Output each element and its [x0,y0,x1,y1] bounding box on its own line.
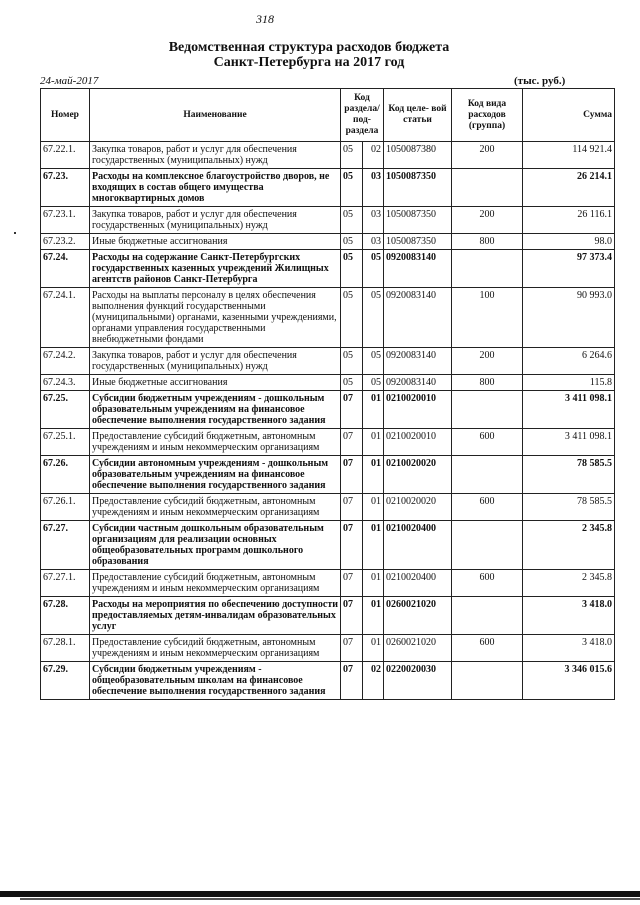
row-name: Расходы на выплаты персоналу в целях обеспечения выполнения функций государственными (муниципальными) органами, казенными учреждениями, органами управления государственными внебюджетными фондами [90,288,341,348]
row-target-code: 0260021020 [384,635,452,662]
row-expense-kind [452,391,523,429]
header-code: Код целе- вой статьи [384,89,452,142]
document-title [0,40,618,70]
table-row [41,375,615,391]
row-target-code: 0920083140 [384,288,452,348]
row-name: Расходы на комплексное благоустройство дворов, не входящих в состав общего имущества многоквартирных домов [90,169,341,207]
row-section: 05 [341,250,363,288]
row-expense-kind [452,169,523,207]
row-target-code: 0220020030 [384,662,452,700]
row-expense-kind [452,662,523,700]
row-sum: 90 993.0 [523,288,615,348]
row-number: 67.24. [41,250,90,288]
row-name: Субсидии бюджетным учреждениям - дошкольным образовательным учреждениям на финансовое обеспечение выполнения государственного задания [90,391,341,429]
row-subsection: 01 [362,391,384,429]
row-number: 67.28. [41,597,90,635]
row-section: 07 [341,494,363,521]
table-row [41,288,615,348]
row-target-code: 0210020020 [384,456,452,494]
row-target-code: 1050087350 [384,234,452,250]
row-section: 05 [341,234,363,250]
row-subsection: 01 [362,494,384,521]
row-section: 05 [341,142,363,169]
row-name: Закупка товаров, работ и услуг для обеспечения государственных (муниципальных) нужд [90,142,341,169]
row-name: Субсидии бюджетным учреждениям - общеобразовательным школам на финансовое обеспечение выполнения государственного задания [90,662,341,700]
row-target-code: 0920083140 [384,250,452,288]
row-target-code: 0210020400 [384,521,452,570]
row-expense-kind: 800 [452,234,523,250]
row-target-code: 0210020020 [384,494,452,521]
row-subsection: 01 [362,521,384,570]
row-target-code: 1050087350 [384,169,452,207]
row-expense-kind: 600 [452,494,523,521]
row-section: 07 [341,597,363,635]
row-subsection: 01 [362,635,384,662]
row-sum: 2 345.8 [523,521,615,570]
row-target-code: 0920083140 [384,375,452,391]
row-sum: 3 346 015.6 [523,662,615,700]
row-sum: 3 411 098.1 [523,391,615,429]
row-section: 07 [341,570,363,597]
table-row [41,142,615,169]
row-number: 67.23.2. [41,234,90,250]
row-number: 67.24.3. [41,375,90,391]
row-expense-kind: 800 [452,375,523,391]
row-number: 67.24.2. [41,348,90,375]
row-expense-kind [452,456,523,494]
row-section: 05 [341,169,363,207]
row-subsection: 01 [362,456,384,494]
table-row [41,348,615,375]
table-row [41,635,615,662]
row-number: 67.22.1. [41,142,90,169]
header-name: Наименование [90,89,341,142]
row-number: 67.29. [41,662,90,700]
header-kind: Код вида расходов (группа) [452,89,523,142]
row-section: 05 [341,207,363,234]
table-row [41,456,615,494]
row-subsection: 01 [362,570,384,597]
row-sum: 2 345.8 [523,570,615,597]
row-expense-kind: 100 [452,288,523,348]
row-subsection: 03 [362,234,384,250]
row-section: 07 [341,662,363,700]
table-row [41,207,615,234]
header-num: Номер [41,89,90,142]
scan-speck [14,232,16,234]
row-number: 67.23.1. [41,207,90,234]
row-section: 05 [341,375,363,391]
row-number: 67.27. [41,521,90,570]
row-sum: 78 585.5 [523,494,615,521]
row-section: 07 [341,391,363,429]
row-sum: 98.0 [523,234,615,250]
row-sum: 26 116.1 [523,207,615,234]
row-expense-kind: 600 [452,429,523,456]
row-name: Иные бюджетные ассигнования [90,375,341,391]
page-number: 318 [256,12,274,26]
row-sum: 6 264.6 [523,348,615,375]
table-header-row [41,89,615,142]
row-name: Субсидии автономным учреждениям - дошкольным образовательным учреждениям на финансовое обеспечение выполнения государственного задания [90,456,341,494]
row-sum: 97 373.4 [523,250,615,288]
title-line-2: Санкт-Петербурга на 2017 год [213,55,405,70]
row-number: 67.24.1. [41,288,90,348]
row-target-code: 0210020010 [384,429,452,456]
row-sum: 3 418.0 [523,635,615,662]
table-row [41,250,615,288]
row-number: 67.26. [41,456,90,494]
table-row [41,494,615,521]
row-number: 67.23. [41,169,90,207]
row-target-code: 0210020010 [384,391,452,429]
row-subsection: 05 [362,250,384,288]
table-row [41,662,615,700]
row-number: 67.26.1. [41,494,90,521]
row-number: 67.25.1. [41,429,90,456]
row-sum: 78 585.5 [523,456,615,494]
document-date: 24-май-2017 [40,75,99,87]
row-expense-kind: 600 [452,570,523,597]
row-expense-kind: 200 [452,142,523,169]
row-name: Предоставление субсидий бюджетным, автономным учреждениям и иным некоммерческим организациям [90,570,341,597]
units-label: (тыс. руб.) [514,75,566,87]
row-target-code: 1050087350 [384,207,452,234]
row-target-code: 0260021020 [384,597,452,635]
row-subsection: 01 [362,597,384,635]
row-name: Закупка товаров, работ и услуг для обеспечения государственных (муниципальных) нужд [90,207,341,234]
row-sum: 114 921.4 [523,142,615,169]
row-sum: 3 411 098.1 [523,429,615,456]
row-section: 07 [341,635,363,662]
header-section: Код раздела/ под- раздела [341,89,384,142]
row-target-code: 0920083140 [384,348,452,375]
row-name: Закупка товаров, работ и услуг для обеспечения государственных (муниципальных) нужд [90,348,341,375]
row-number: 67.25. [41,391,90,429]
budget-table [40,88,615,700]
row-name: Иные бюджетные ассигнования [90,234,341,250]
title-line-1: Ведомственная структура расходов бюджета [168,40,450,55]
row-number: 67.28.1. [41,635,90,662]
table-row [41,234,615,250]
row-name: Субсидии частным дошкольным образовательным организациям для реализации основных общеобразовательных программ дошкольного образования [90,521,341,570]
row-subsection: 02 [362,142,384,169]
table-row [41,570,615,597]
row-expense-kind [452,250,523,288]
row-subsection: 05 [362,288,384,348]
row-name: Предоставление субсидий бюджетным, автономным учреждениям и иным некоммерческим организациям [90,429,341,456]
scan-bottom-edge [0,891,640,897]
row-number: 67.27.1. [41,570,90,597]
row-name: Расходы на содержание Санкт-Петербургских государственных казенных учреждений Жилищных агентств районов Санкт-Петербурга [90,250,341,288]
row-section: 07 [341,429,363,456]
row-name: Предоставление субсидий бюджетным, автономным учреждениям и иным некоммерческим организациям [90,494,341,521]
row-section: 05 [341,348,363,375]
row-expense-kind: 200 [452,207,523,234]
row-section: 05 [341,288,363,348]
header-sum: Сумма [523,89,615,142]
row-expense-kind: 600 [452,635,523,662]
table-row [41,391,615,429]
row-target-code: 0210020400 [384,570,452,597]
row-sum: 3 418.0 [523,597,615,635]
row-section: 07 [341,521,363,570]
row-subsection: 03 [362,169,384,207]
row-subsection: 05 [362,375,384,391]
table-row [41,169,615,207]
row-expense-kind [452,597,523,635]
table-row [41,521,615,570]
row-name: Предоставление субсидий бюджетным, автономным учреждениям и иным некоммерческим организациям [90,635,341,662]
row-section: 07 [341,456,363,494]
row-expense-kind [452,521,523,570]
table-row [41,597,615,635]
row-target-code: 1050087380 [384,142,452,169]
row-sum: 115.8 [523,375,615,391]
row-subsection: 02 [362,662,384,700]
row-expense-kind: 200 [452,348,523,375]
row-subsection: 05 [362,348,384,375]
row-name: Расходы на мероприятия по обеспечению доступности предоставляемых детям-инвалидам образовательных услуг [90,597,341,635]
row-subsection: 03 [362,207,384,234]
scan-bottom-edge-2 [20,898,640,900]
table-body [41,142,615,700]
table-row [41,429,615,456]
row-sum: 26 214.1 [523,169,615,207]
row-subsection: 01 [362,429,384,456]
